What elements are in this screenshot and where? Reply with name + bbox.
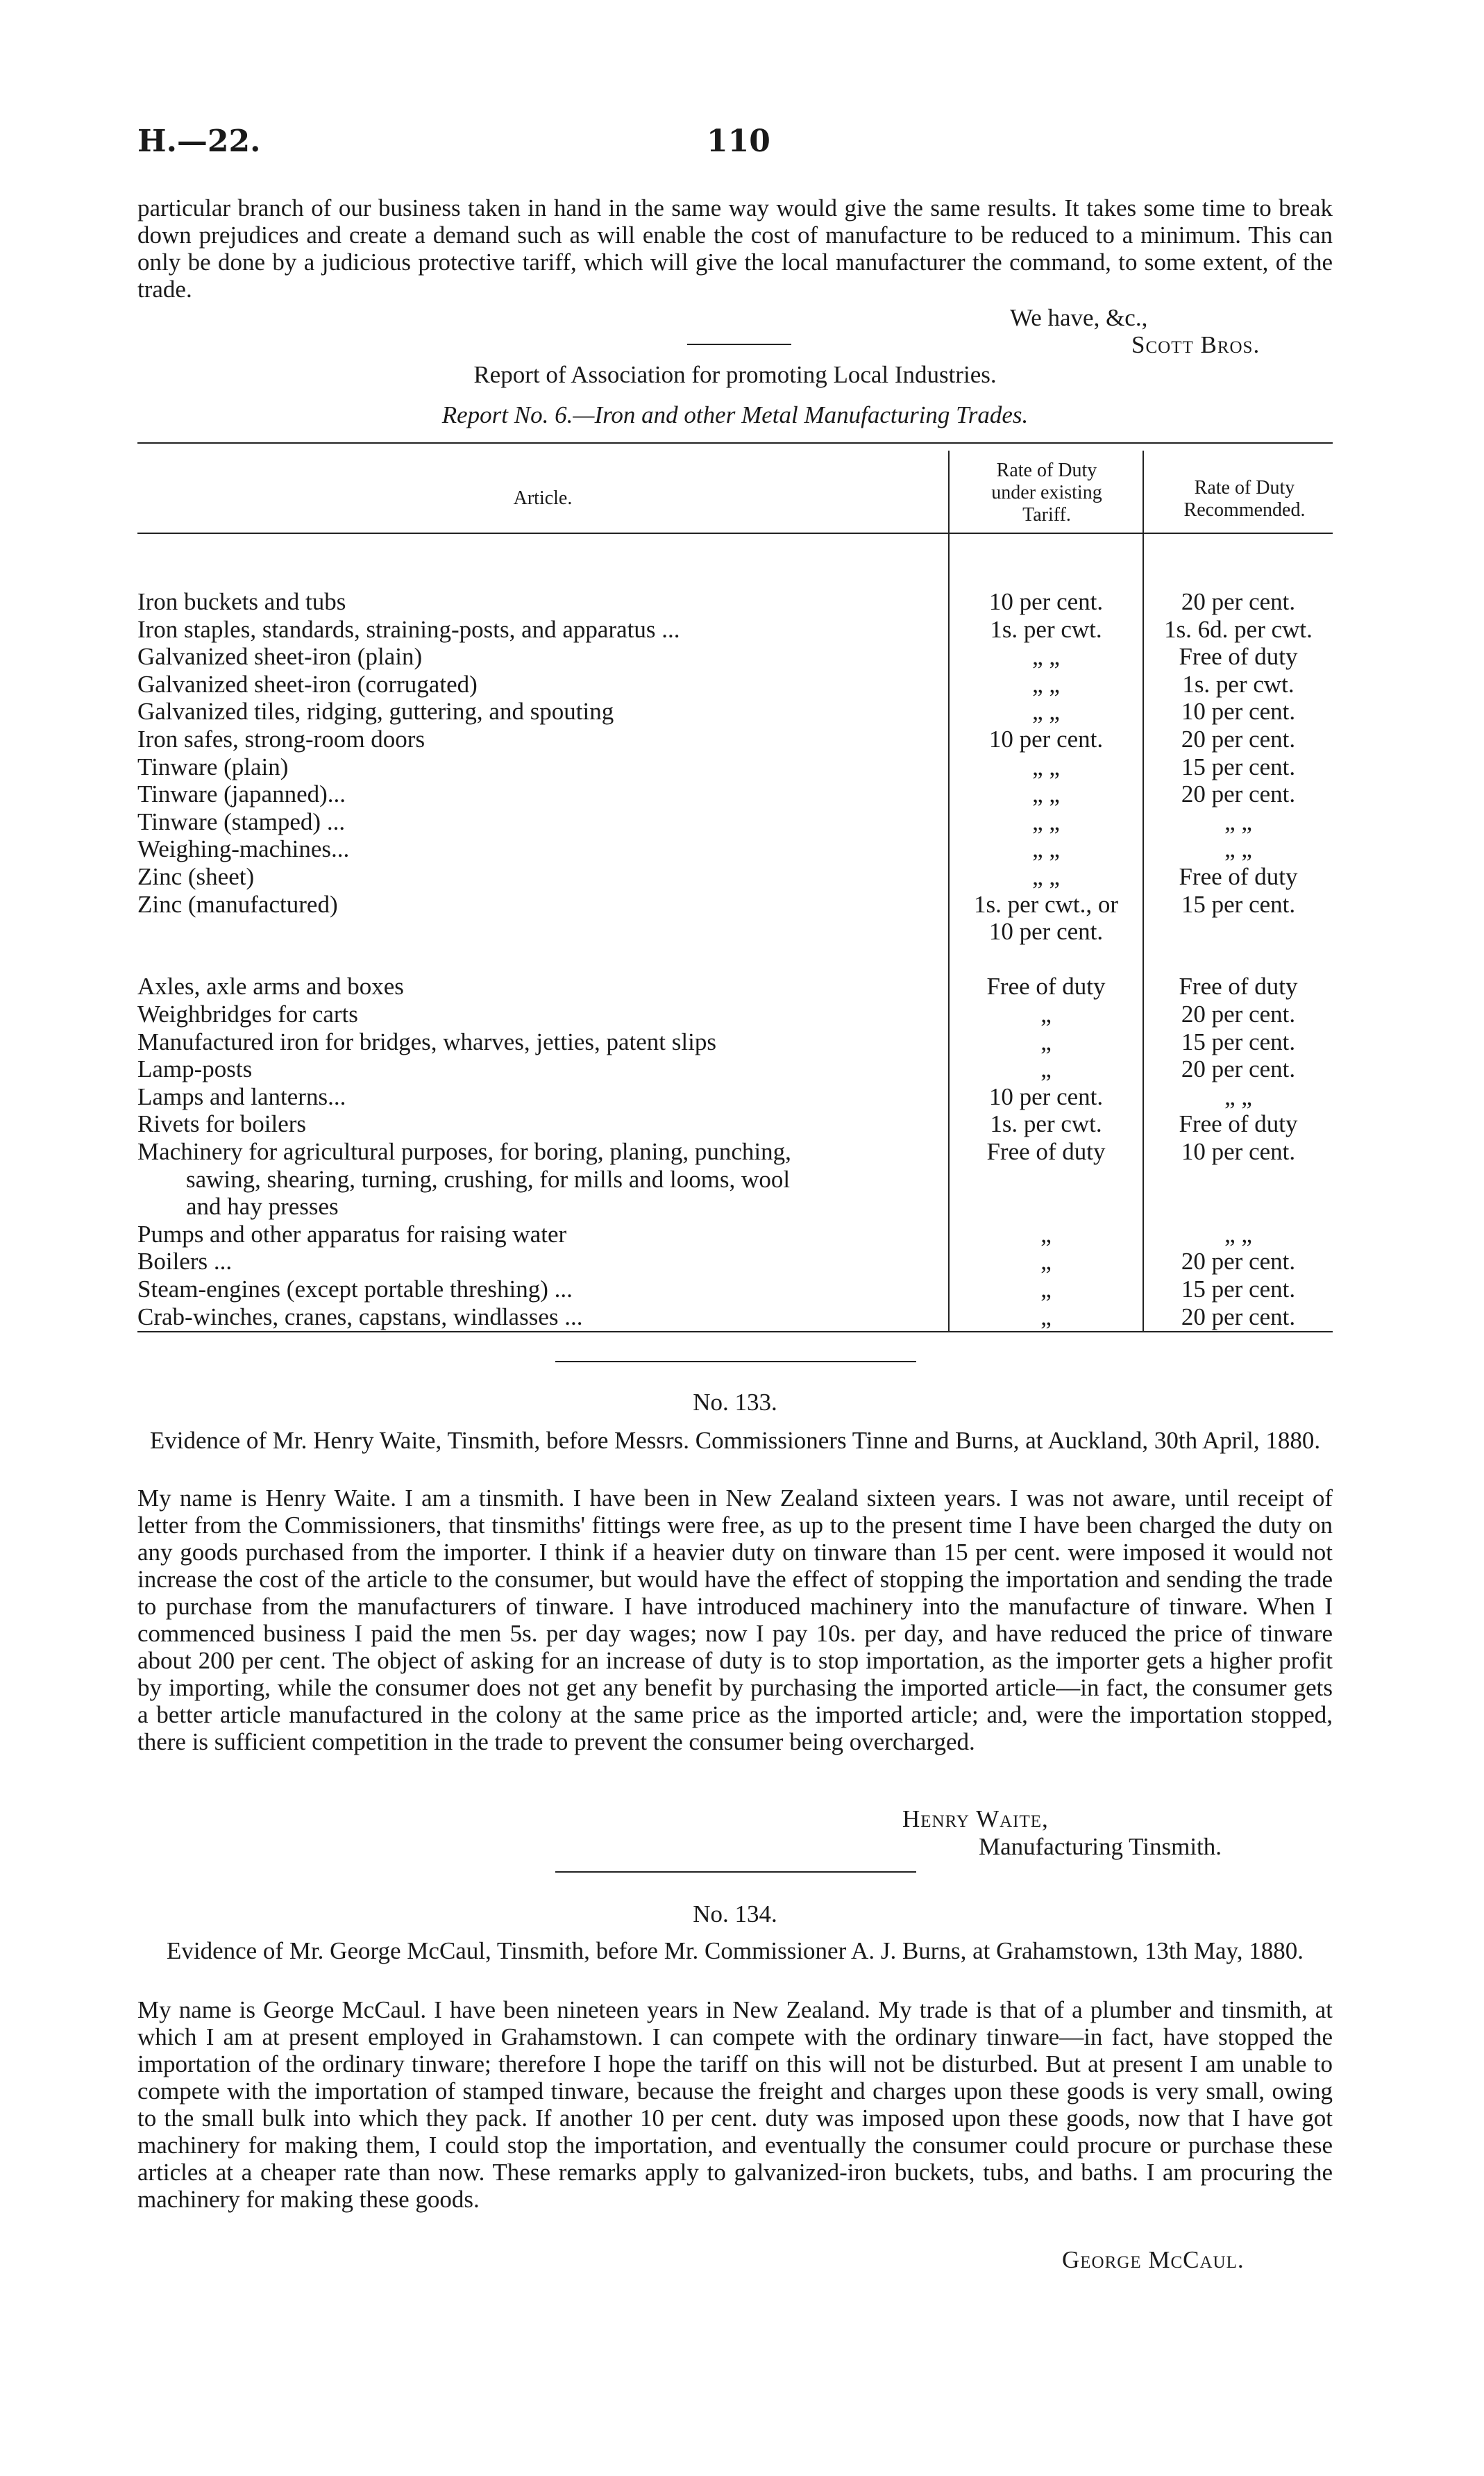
report-title: Report of Association for promoting Local Industries. [473, 361, 997, 388]
table-row [137, 1193, 1333, 1220]
table-row [137, 780, 1333, 808]
recommended-rate-cell: 15 per cent. [1181, 753, 1296, 780]
recommended-rate-cell: 20 per cent. [1181, 780, 1296, 808]
article-cell: Zinc (manufactured) [137, 891, 338, 918]
article-cell: Iron staples, standards, straining-posts, and apparatus ... [137, 616, 680, 643]
recommended-rate-cell: 20 per cent. [1181, 588, 1296, 615]
article-cell: Tinware (japanned)... [137, 780, 346, 808]
article-cell: Pumps and other apparatus for raising water [137, 1221, 567, 1248]
table-row [137, 1055, 1333, 1082]
existing-rate-cell: „ [1040, 1303, 1052, 1330]
evidence-134-signature: George McCaul. [1062, 2246, 1245, 2273]
table-row [137, 588, 1333, 615]
existing-rate-cell: 10 per cent. [988, 588, 1104, 615]
table-row [137, 973, 1333, 1000]
existing-rate-cell: „ [1040, 1001, 1052, 1028]
article-cell: and hay presses [186, 1193, 339, 1220]
recommended-rate-cell: Free of duty [1179, 1110, 1298, 1137]
evidence-133-signature: Henry Waite, [902, 1805, 1049, 1832]
evidence-133-heading: Evidence of Mr. Henry Waite, Tinsmith, before Messrs. Commissioners Tinne and Burns, at Auckland, 30th April, 1880. [149, 1427, 1321, 1454]
table-row [137, 671, 1333, 698]
letter-signature: Scott Bros. [1131, 331, 1260, 358]
divider [687, 344, 791, 345]
recommended-rate-cell: 20 per cent. [1181, 1001, 1296, 1028]
existing-rate-cell: „ „ [1032, 808, 1060, 835]
table-row [137, 1083, 1333, 1110]
divider [555, 1871, 916, 1873]
table-row [137, 835, 1333, 862]
recommended-rate-cell: 20 per cent. [1181, 726, 1296, 753]
article-cell: Tinware (stamped) ... [137, 808, 346, 835]
existing-rate-cell: „ „ [1032, 753, 1060, 780]
recommended-rate-cell: „ „ [1224, 1221, 1252, 1248]
column-header-recommended: Rate of Duty Recommended. [1183, 477, 1306, 521]
article-cell: Lamp-posts [137, 1055, 253, 1082]
existing-rate-cell: „ „ [1032, 643, 1060, 670]
table-row [137, 1275, 1333, 1303]
article-cell: Iron buckets and tubs [137, 588, 346, 615]
article-cell: Rivets for boilers [137, 1110, 307, 1137]
article-cell: Tinware (plain) [137, 753, 289, 780]
recommended-rate-cell: Free of duty [1179, 863, 1298, 890]
existing-rate-cell: „ „ [1032, 835, 1060, 862]
existing-rate-cell: „ „ [1032, 698, 1060, 725]
table-row [137, 863, 1333, 890]
table-row [137, 698, 1333, 725]
recommended-rate-cell: Free of duty [1179, 643, 1298, 670]
document-code: H.—22. [137, 124, 261, 159]
column-header-article: Article. [513, 487, 573, 509]
existing-rate-cell: „ [1040, 1028, 1052, 1055]
recommended-rate-cell: 10 per cent. [1181, 698, 1296, 725]
table-header-rule [137, 533, 1333, 534]
existing-rate-cell: Free of duty [986, 973, 1106, 1000]
recommended-rate-cell: 20 per cent. [1181, 1303, 1296, 1330]
evidence-134-heading: Evidence of Mr. George McCaul, Tinsmith, before Mr. Commissioner A. J. Burns, at Grahamstown, 13th May, 1880. [166, 1937, 1304, 1964]
table-row [137, 753, 1333, 780]
recommended-rate-cell: Free of duty [1179, 973, 1298, 1000]
existing-rate-cell: Free of duty [986, 1138, 1106, 1165]
duty-table [137, 442, 1333, 1335]
existing-rate-cell: 1s. per cwt. [990, 1110, 1102, 1137]
recommended-rate-cell: „ „ [1224, 835, 1252, 862]
table-row [137, 1166, 1333, 1193]
recommended-rate-cell: 20 per cent. [1181, 1248, 1296, 1275]
table-row [137, 918, 1333, 945]
recommended-rate-cell: 15 per cent. [1181, 891, 1296, 918]
existing-rate-cell: „ [1040, 1221, 1052, 1248]
table-row [137, 1110, 1333, 1137]
existing-rate-cell: „ [1040, 1275, 1052, 1303]
evidence-134-body: My name is George McCaul. I have been nineteen years in New Zealand. My trade is that of a plumber and tinsmith, at which I am at present employed in Grahamstown. I can compete with the ordinary tinware—in fact, have stopped the importation of the ordinary tinware; therefore I hope the tariff on this will not be disturbed. But at present I am unable to compete with the importation of stamped tinware, because the freight and charges upon these goods is very small, owing to the small bulk into which they pack. If another 10 per cent. duty was imposed upon these goods, now that I have got machinery for making them, I could stop the importation, and eventually the consumer could procure or purchase these articles at a cheaper rate than now. These remarks apply to galvanized-iron buckets, tubs, and baths. I am procuring the machinery for making these goods. [137, 1996, 1333, 2213]
table-top-rule [137, 442, 1333, 444]
evidence-133-number: No. 133. [693, 1389, 777, 1416]
article-cell: Galvanized sheet-iron (plain) [137, 643, 423, 670]
letter-salutation: We have, &c., [1010, 304, 1148, 331]
existing-rate-cell: 10 per cent. [988, 918, 1104, 945]
existing-rate-cell: „ [1040, 1055, 1052, 1082]
table-row [137, 1138, 1333, 1165]
article-cell: sawing, shearing, turning, crushing, for mills and looms, wool [186, 1166, 791, 1193]
table-row [137, 726, 1333, 753]
article-cell: Weighbridges for carts [137, 1001, 358, 1028]
recommended-rate-cell: 10 per cent. [1181, 1138, 1296, 1165]
report-subtitle: Report No. 6.—Iron and other Metal Manufacturing Trades. [441, 401, 1029, 428]
table-row [137, 1028, 1333, 1055]
article-cell: Boilers ... [137, 1248, 233, 1275]
article-cell: Iron safes, strong-room doors [137, 726, 425, 753]
table-row [137, 1221, 1333, 1248]
table-row [137, 643, 1333, 670]
recommended-rate-cell: 1s. per cwt. [1182, 671, 1295, 698]
existing-rate-cell: „ „ [1032, 780, 1060, 808]
divider [555, 1361, 916, 1362]
article-cell: Galvanized tiles, ridging, guttering, and spouting [137, 698, 614, 725]
article-cell: Lamps and lanterns... [137, 1083, 346, 1110]
existing-rate-cell: „ [1040, 1248, 1052, 1275]
article-cell: Machinery for agricultural purposes, for boring, planing, punching, [137, 1138, 791, 1165]
article-cell: Crab-winches, cranes, capstans, windlasses ... [137, 1303, 583, 1330]
existing-rate-cell: „ „ [1032, 863, 1060, 890]
table-row [137, 1001, 1333, 1028]
page-number: 110 [707, 124, 770, 159]
recommended-rate-cell: „ „ [1224, 808, 1252, 835]
table-row [137, 808, 1333, 835]
recommended-rate-cell: 1s. 6d. per cwt. [1164, 616, 1313, 643]
existing-rate-cell: 1s. per cwt., or [973, 891, 1118, 918]
existing-rate-cell: 10 per cent. [988, 726, 1104, 753]
recommended-rate-cell: 20 per cent. [1181, 1055, 1296, 1082]
article-cell: Weighing-machines... [137, 835, 350, 862]
table-bottom-rule [137, 1331, 1333, 1332]
table-row [137, 1303, 1333, 1330]
recommended-rate-cell: 15 per cent. [1181, 1275, 1296, 1303]
article-cell: Galvanized sheet-iron (corrugated) [137, 671, 478, 698]
article-cell: Zinc (sheet) [137, 863, 255, 890]
article-cell: Steam-engines (except portable threshing) ... [137, 1275, 573, 1303]
recommended-rate-cell: 15 per cent. [1181, 1028, 1296, 1055]
existing-rate-cell: 10 per cent. [988, 1083, 1104, 1110]
article-cell: Axles, axle arms and boxes [137, 973, 404, 1000]
existing-rate-cell: 1s. per cwt. [990, 616, 1102, 643]
table-row [137, 1248, 1333, 1275]
evidence-133-body: My name is Henry Waite. I am a tinsmith. I have been in New Zealand sixteen years. I was not aware, until receipt of letter from the Commissioners, that tinsmiths' fittings were free, as up to the present time I have been charged the duty on any goods purchased from the importer. I think if a heavier duty on tinware than 15 per cent. were imposed it would not increase the cost of the article to the consumer, but would have the effect of stopping the importation and sending the trade to purchase from the manufacturers of tinware. I have introduced machinery into the manufacture of tinware. When I commenced business I paid the men 5s. per day wages; now I pay 10s. per day, and have reduced the price of tinware about 200 per cent. The object of asking for an increase of duty is to stop importation, as the importer gets a higher profit by importing, while the consumer does not get any benefit by purchasing the imported article—in fact, the consumer gets a better article manufactured in the colony at the same price as the imported article; and, were the importation stopped, there is sufficient competition in the trade to prevent the consumer being overcharged. [137, 1484, 1333, 1755]
column-header-existing: Rate of Duty under existing Tariff. [991, 460, 1102, 526]
intro-paragraph: particular branch of our business taken in hand in the same way would give the same results. It takes some time to break down prejudices and create a demand such as will enable the cost of manufacture to be reduced to a minimum. This can only be done by a judicious protective tariff, which will give the local manufacturer the command, to some extent, of the trade. [137, 194, 1333, 303]
table-row [137, 616, 1333, 643]
recommended-rate-cell: „ „ [1224, 1083, 1252, 1110]
article-cell: Manufactured iron for bridges, wharves, jetties, patent slips [137, 1028, 716, 1055]
evidence-134-number: No. 134. [693, 1900, 777, 1927]
table-row [137, 891, 1333, 918]
existing-rate-cell: „ „ [1032, 671, 1060, 698]
evidence-133-signature-title: Manufacturing Tinsmith. [979, 1833, 1222, 1860]
